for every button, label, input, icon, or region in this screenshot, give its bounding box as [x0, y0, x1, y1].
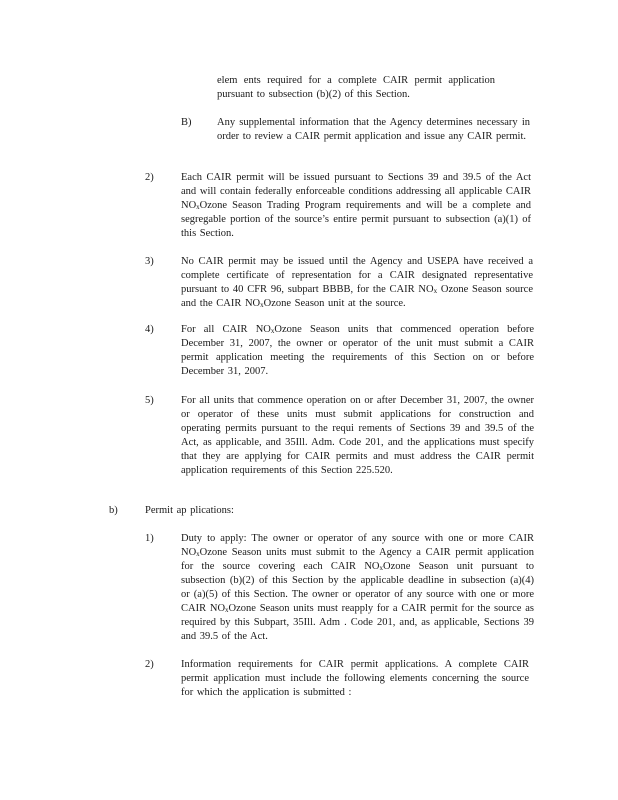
item-3-paragraph — [181, 255, 533, 311]
item-B-label: B) — [181, 117, 192, 128]
item-b-heading — [145, 504, 345, 518]
item-3-text-c: Ozone Season unit at the source. — [263, 298, 406, 309]
item-b1-subscript-2: x — [379, 564, 383, 572]
continuation-text: elem ents required for a complete CAIR permit application pursuant to subsection (b)(2) of this Section. — [217, 75, 495, 100]
item-5-text: For all units that commence operation on or after December 31, 2007, the owner or operator of these units must submit applications for construction and operating permits pursuant to the requi rements of Sections 39 and 39.5 of the Act, as applicable, and 35Ill. Adm. Code 201, and the applications must specify that they are applying for CAIR permits and must address the CAIR permit application requirements of this Section 225.520. — [181, 395, 534, 476]
item-2-paragraph — [181, 171, 531, 241]
item-2-text-b: Ozone Season Trading Program requirements and will be a complete and segregable portion of the source’s entire permit pursuant to subsection (a)(1) of this Section. — [181, 200, 531, 239]
item-b1-label: 1) — [145, 533, 154, 544]
item-2-subscript: x — [196, 203, 200, 211]
item-3-text-a: No CAIR permit may be issued until the Agency and USEPA have received a complete certificate of representation for a CAIR designated representative pursuant to 40 CFR 96, subpart BBBB, for the CAIR NO — [181, 256, 533, 295]
item-b2-label: 2) — [145, 659, 154, 670]
item-b1-text-d: Ozone Season units must reapply for a CAIR permit for the source as required by this Subpart, 35Ill. Adm . Code 201, and, as applicable, Sections 39 and 39.5 of the Act. — [181, 603, 534, 642]
item-b2-text: Information requirements for CAIR permit applications. A complete CAIR permit application must include the following elements concerning the source for which the application is submitted : — [181, 659, 529, 698]
item-4-paragraph — [181, 323, 534, 379]
item-4-text-a: For all CAIR NO — [181, 324, 271, 335]
item-b1-subscript-3: x — [225, 606, 229, 614]
item-b-text: Permit ap plications: — [145, 505, 234, 516]
item-5-paragraph — [181, 394, 534, 478]
item-b1-paragraph — [181, 532, 534, 644]
item-4-label: 4) — [145, 324, 154, 335]
item-b-label: b) — [109, 505, 118, 516]
item-4-text-b: Ozone Season units that commenced operation before December 31, 2007, the owner or operator of the unit must submit a CAIR permit application meeting the requirements of this Section on or before December 31, 2007. — [181, 324, 534, 377]
item-b1-text-c: Ozone Season unit pursuant to subsection (b)(2) of this Section by the applicable deadline in subsection (a)(4) or (a)(5) of this Section. The owner or operator of any source with one or more CAIR NO — [181, 561, 534, 614]
continuation-paragraph — [217, 74, 495, 102]
item-b1-subscript-1: x — [196, 550, 200, 558]
item-b1-text-b: Ozone Season units must submit to the Agency a CAIR permit application for the source covering each CAIR NO — [181, 547, 534, 572]
item-3-text-b: Ozone Season source and the CAIR NO — [181, 284, 534, 309]
item-4-subscript: x — [270, 327, 275, 335]
item-B-paragraph — [217, 116, 530, 144]
item-2-text-a: Each CAIR permit will be issued pursuant to Sections 39 and 39.5 of the Act and will contain federally enforceable conditions addressing all applicable CAIR NO — [181, 172, 531, 211]
item-b1-text-a: Duty to apply: The owner or operator of any source with one or more CAIR NO — [181, 533, 534, 558]
item-3-subscript-2: x — [260, 301, 264, 309]
item-5-label: 5) — [145, 395, 154, 406]
item-b2-paragraph — [181, 658, 529, 700]
item-B-text: Any supplemental information that the Agency determines necessary in order to review a CAIR permit application and issue any CAIR permit. — [217, 117, 530, 142]
item-3-label: 3) — [145, 256, 154, 267]
item-3-subscript-1: x — [433, 287, 438, 295]
item-2-label: 2) — [145, 172, 154, 183]
